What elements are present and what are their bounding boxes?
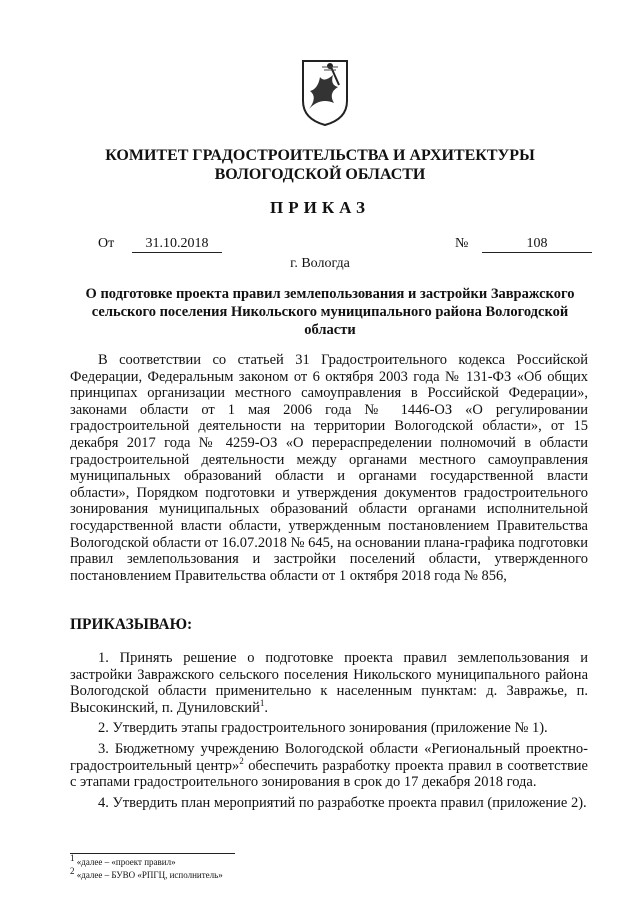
number-label: № bbox=[455, 236, 469, 251]
date-label: От bbox=[98, 236, 115, 251]
preamble-text: В соответствии со статьей 31 Градостроительного кодекса Российской Федерации, Федеральным законом от 6 октября 2003 года № 131-ФЗ «Об общих принципах организации местного самоуправления в Российской Федерации», законами области от 1 мая 2006 года № 1446-ОЗ «О регулировании градостроительной деятельности на территории Вологодской области», от 15 декабря 2017 года № 4259-ОЗ «О перераспределении полномочий в области градостроительной деятельности между органами местного самоуправления муниципальных образований области и органами государственной власти области», Порядком подготовки и утверждения документов градостроительного зонирования муниципальных образований области органами исполнительной государственной власти области, утвержденным постановлением Правительства Вологодской области от 16.07.2018 № 645, на основании плана-графика подготовки правил землепользования и застройки поселений области, утвержденного постановлением Правительства области от 1 октября 2018 года № 856, bbox=[70, 352, 588, 584]
item-3: 3. Бюджетному учреждению Вологодской области «Региональный проектно-градостроительный центр»$^2$ обеспечить разработку проекта правил в соответствие с этапами градостроительного зонирования в срок до 17 декабря 2018 года. bbox=[70, 740, 588, 791]
order-items bbox=[70, 650, 588, 811]
coat-of-arms-emblem bbox=[300, 57, 350, 127]
preamble bbox=[70, 352, 588, 584]
document-type: ПРИКАЗ bbox=[270, 198, 370, 217]
order-word: ПРИКАЗЫВАЮ: bbox=[70, 616, 193, 633]
order-date: 31.10.2018 bbox=[132, 236, 222, 253]
committee-name-line2: ВОЛОГОДСКОЙ ОБЛАСТИ bbox=[214, 166, 426, 183]
item-1: 1. Принять решение о подготовке проекта правил землепользования и застройки Завражского сельского поселения Никольского муниципального района Вологодской области применительно к населенным пунктам: д. Завражье, п. Высокинский, п. Дуниловский$^1$. bbox=[70, 650, 588, 716]
item-4: 4. Утвердить план мероприятий по разработке проекта правил (приложение 2). bbox=[98, 794, 587, 811]
order-heading: О подготовке проекта правил землепользования и застройки Завражского сельского поселения Никольского муниципального района Вологодской области bbox=[85, 286, 575, 338]
footnote-2: $^2$ «далее – БУВО «РПГЦ, исполнитель» bbox=[70, 866, 223, 880]
order-number: 108 bbox=[482, 236, 592, 253]
footnote-divider bbox=[70, 853, 235, 854]
city: г. Вологда bbox=[290, 256, 350, 271]
footnote-1: $^1$ «далее – «проект правил» bbox=[70, 853, 176, 867]
committee-name-line1: КОМИТЕТ ГРАДОСТРОИТЕЛЬСТВА И АРХИТЕКТУРЫ bbox=[105, 147, 535, 164]
item-2: 2. Утвердить этапы градостроительного зонирования (приложение № 1). bbox=[98, 720, 548, 737]
